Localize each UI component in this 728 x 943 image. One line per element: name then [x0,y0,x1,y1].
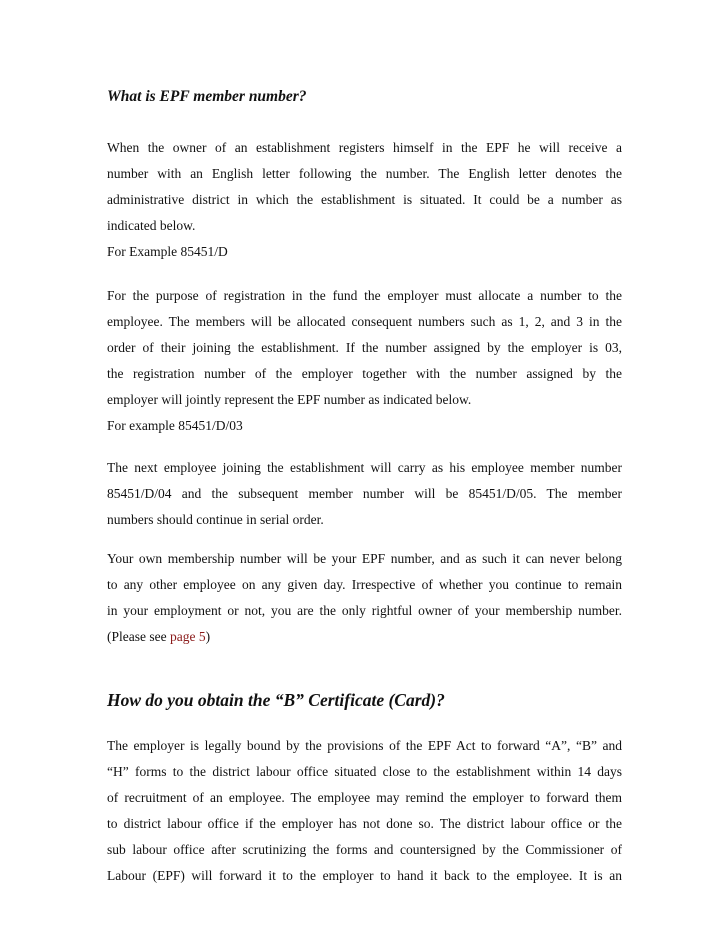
text-line: Labour (EPF) will forward it to the employer to hand it back to the employee. It is an [107,868,622,883]
paragraph-b-certificate [107,733,622,889]
text-line: employee. The members will be allocated consequent numbers such as 1, 2, and 3 in the [107,314,622,329]
text-line: The employer is legally bound by the provisions of the EPF Act to forward “A”, “B” and [107,738,622,753]
paragraph-own-membership [107,546,622,650]
text-line: When the owner of an establishment registers himself in the EPF he will receive a [107,140,622,155]
page-5-link[interactable]: page 5 [169,629,206,644]
paragraph-registration [107,283,622,439]
text-line: indicated below. [107,218,196,233]
text-line: to district labour office if the employer has not done so. The district labour office or the [107,816,622,831]
see-page-line [107,624,622,650]
text-line: the registration number of the employer together with the number assigned by the [107,366,622,381]
text-line: For the purpose of registration in the fund the employer must allocate a number to the [107,288,622,303]
paragraph-next-employee [107,455,622,533]
text-line: number with an English letter following the number. The English letter denotes the [107,166,622,181]
text-line: sub labour office after scrutinizing the forms and countersigned by the Commissioner of [107,842,622,857]
paragraph-epf-intro [107,135,622,265]
text-line: administrative district in which the establishment is situated. It could be a number as [107,192,622,207]
text-line: 85451/D/04 and the subsequent member number will be 85451/D/05. The member [107,486,622,501]
text-line: numbers should continue in serial order. [107,512,324,527]
text-line: “H” forms to the district labour office situated close to the establishment within 14 days [107,764,622,779]
text-line: to any other employee on any given day. Irrespective of whether you continue to remain [107,577,622,592]
example-line: For example 85451/D/03 [107,418,243,433]
text-line: The next employee joining the establishment will carry as his employee member number [107,460,622,475]
text-line: of recruitment of an employee. The employee may remind the employer to forward them [107,790,622,805]
text-line: employer will jointly represent the EPF number as indicated below. [107,392,472,407]
text-line: Your own membership number will be your EPF number, and as such it can never belong [107,551,622,566]
section-heading-epf-member-number: What is EPF member number? [107,88,307,105]
see-page-suffix: ) [205,629,211,644]
section-heading-b-certificate: How do you obtain the “B” Certificate (Card)? [107,690,445,710]
text-line: in your employment or not, you are the only rightful owner of your membership number. [107,603,622,618]
text-line: order of their joining the establishment. If the number assigned by the employer is 03, [107,340,622,355]
see-page-prefix: (Please see [107,629,170,644]
example-line: For Example 85451/D [107,244,228,259]
